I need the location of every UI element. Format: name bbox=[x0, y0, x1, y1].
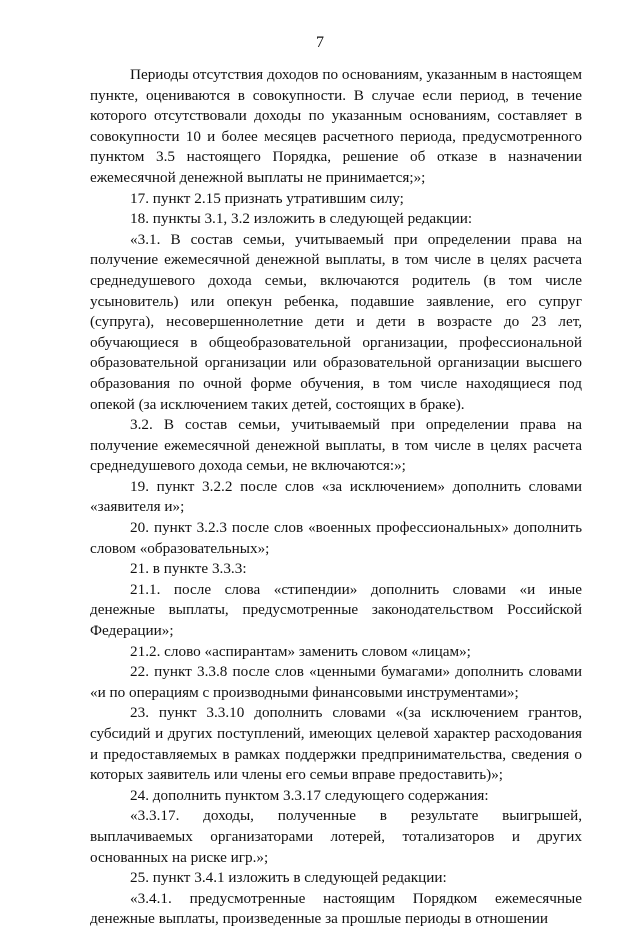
paragraph-item-21-1: 21.1. после слова «стипендии» дополнить словами «и иные денежные выплаты, предусмотренные законодательством Российской Федерации»; bbox=[90, 580, 582, 640]
paragraph-item-19: 19. пункт 3.2.2 после слов «за исключением» дополнить словами «заявителя и»; bbox=[90, 477, 582, 516]
paragraph-clause-3-3-17: «3.3.17. доходы, полученные в результате выигрышей, выплачиваемых организаторами лотерей, тотализаторов и других основанных на риске игр.»; bbox=[90, 807, 582, 866]
paragraph-item-25: 25. пункт 3.4.1 изложить в следующей редакции: bbox=[130, 869, 447, 887]
page-number: 7 bbox=[316, 34, 324, 51]
paragraph-item-17: 17. пункт 2.15 признать утратившим силу; bbox=[130, 189, 404, 207]
paragraph-item-18: 18. пункты 3.1, 3.2 изложить в следующей редакции: bbox=[130, 210, 473, 228]
paragraph-item-22: 22. пункт 3.3.8 после слов «ценными бумагами» дополнить словами «и по операциям с производными финансовыми инструментами»; bbox=[90, 663, 582, 701]
paragraph-clause-3-4-1: «3.4.1. предусмотренные настоящим Порядком ежемесячные денежные выплаты, произведенные за прошлые периоды в отношении bbox=[90, 889, 582, 928]
document-body bbox=[90, 65, 582, 930]
paragraph-item-20: 20. пункт 3.2.3 после слов «военных профессиональных» дополнить словом «образовательных»; bbox=[90, 519, 582, 557]
paragraph-item-23: 23. пункт 3.3.10 дополнить словами «(за исключением грантов, субсидий и других поступлений, имеющих целевой характер расходования и предоставляемых в рамках поддержки предпринимательства, сведения о которых заявитель или члены его семьи вправе предоставить)»; bbox=[90, 704, 582, 784]
paragraph-clause-3-1: «3.1. В состав семьи, учитываемый при определении права на получение ежемесячной денежной выплаты, в том числе в целях расчета среднедушевого дохода семьи, включаются родитель (в том числе усыновитель) или опекун ребенка, подавшие заявление, его супруг (супруга), несовершеннолетние дети и дети в возрасте до 23 лет, обучающиеся в общеобразовательной организации, профессиональной образовательной организации или образовательной организации высшего образования по очной форме обучения, в том числе находящиеся под опекой (за исключением таких детей, состоящих в браке). bbox=[90, 230, 582, 413]
paragraph-item-21: 21. в пункте 3.3.3: bbox=[130, 560, 247, 578]
paragraph-income-absence-periods: Периоды отсутствия доходов по основаниям, указанным в настоящем пункте, оцениваются в совокупности. В случае если период, в течение которого отсутствовали доходы по указанным основаниям, составляет в совокупности 10 и более месяцев расчетного периода, предусмотренного пунктом 3.5 настоящего Порядка, решение об отказе в назначении ежемесячной денежной выплаты не принимается;»; bbox=[90, 66, 582, 186]
paragraph-item-24: 24. дополнить пунктом 3.3.17 следующего содержания: bbox=[130, 786, 489, 804]
paragraph-clause-3-2: 3.2. В состав семьи, учитываемый при определении права на получение ежемесячной денежной выплаты, в том числе в целях расчета среднедушевого дохода семьи, не включаются:»; bbox=[90, 416, 582, 475]
paragraph-item-21-2: 21.2. слово «аспирантам» заменить словом «лицам»; bbox=[130, 642, 471, 660]
